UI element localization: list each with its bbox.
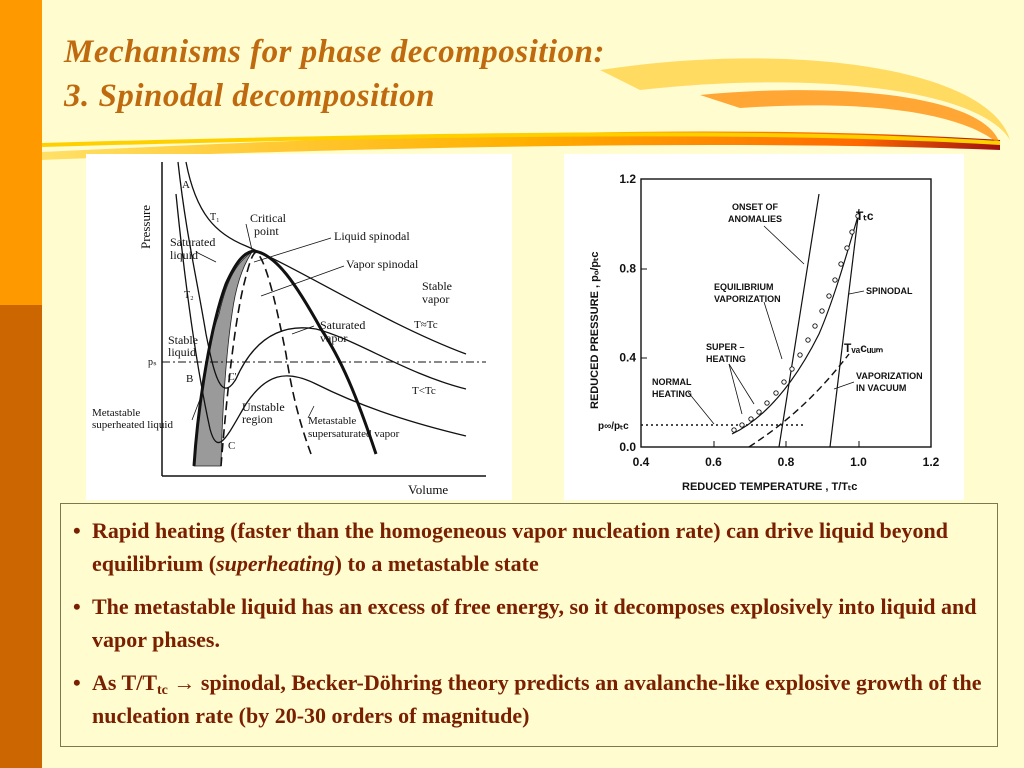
title-line-1: Mechanisms for phase decomposition: xyxy=(64,34,605,70)
x-tick-labels xyxy=(633,455,940,469)
label-meta-supersat-1: Metastable xyxy=(308,415,357,427)
pv-diagram-figure xyxy=(86,154,512,500)
bullet-1-text: Rapid heating (faster than the homogeneous vapor nucleation rate) can drive liquid beyond equilibrium ( xyxy=(92,518,949,576)
label-equilibrium-1: EQUILIBRIUM xyxy=(714,282,774,292)
label-equilibrium-2: VAPORIZATION xyxy=(714,294,781,304)
label-normal-2: HEATING xyxy=(652,389,692,399)
arrow-icon: → xyxy=(167,670,201,695)
label-onset-2: ANOMALIES xyxy=(728,214,782,224)
bullet-dot: • xyxy=(73,670,81,695)
x-tick-label: 0.6 xyxy=(705,455,722,469)
label-super-2: HEATING xyxy=(706,354,746,364)
y-tick-label: 1.2 xyxy=(619,172,636,187)
label-stable-liquid-2: liquid xyxy=(168,345,197,359)
label-t1: T₁ xyxy=(210,212,220,223)
label-unstable-1: Unstable xyxy=(242,400,285,414)
label-super-1: SUPER – xyxy=(706,342,745,352)
label-c: C xyxy=(228,440,236,452)
x-tick-label: 0.4 xyxy=(632,455,650,469)
slide-title xyxy=(64,30,605,118)
label-t-less-tc: T<Tc xyxy=(412,385,436,397)
label-ps: pₛ xyxy=(148,357,157,368)
bullet-2 xyxy=(73,590,987,656)
bullet-1-italic: superheating xyxy=(216,551,335,576)
label-c-prime: C' xyxy=(228,372,237,383)
label-meta-superheated-2: superheated liquid xyxy=(92,419,173,431)
label-vapor-spinodal: Vapor spinodal xyxy=(346,257,419,271)
equilibrium-curve xyxy=(732,216,858,434)
bullet-2-text: The metastable liquid has an excess of free energy, so it decomposes explosively into liquid and vapor phases. xyxy=(92,594,977,652)
label-onset-1: ONSET OF xyxy=(732,202,779,212)
label-stable-vapor-1: Stable xyxy=(422,279,452,293)
y-tick-labels xyxy=(619,172,636,454)
y-tick-label: 0.0 xyxy=(619,440,636,454)
label-meta-supersat-2: supersaturated vapor xyxy=(308,428,400,440)
label-spinodal: SPINODAL xyxy=(866,286,913,296)
pv-x-axis-label: Volume xyxy=(408,482,449,497)
label-sat-liquid-2: liquid xyxy=(170,248,199,262)
label-critical-2: point xyxy=(254,224,279,238)
label-sat-vapor-2: vapor xyxy=(320,331,348,345)
plot-frame xyxy=(641,179,931,447)
bullet-1 xyxy=(73,514,987,580)
x-tick-label: 0.8 xyxy=(777,455,795,469)
x-tick-label: 1.2 xyxy=(922,455,940,469)
label-stable-vapor-2: vapor xyxy=(422,292,450,306)
label-normal-1: NORMAL xyxy=(652,377,692,387)
label-vacuum-1: VAPORIZATION xyxy=(856,371,923,381)
pv-y-axis-label: Pressure xyxy=(138,204,153,249)
bullet-dot: • xyxy=(73,594,81,619)
label-stable-liquid-1: Stable xyxy=(168,333,198,347)
x-tick-label: 1.0 xyxy=(850,455,867,469)
bullet-text-box xyxy=(60,503,998,747)
label-t2: T₂ xyxy=(184,290,194,301)
onset-anomalies-line xyxy=(779,194,819,447)
label-unstable-2: region xyxy=(242,412,273,426)
label-t-approx-tc: T≈Tc xyxy=(414,319,438,331)
reduced-pressure-figure xyxy=(564,154,964,500)
label-ttc: Tₜc xyxy=(856,209,874,223)
label-vacuum-2: IN VACUUM xyxy=(856,383,907,393)
label-critical-1: Critical xyxy=(250,211,286,225)
vacuum-vaporization-curve xyxy=(749,354,849,447)
label-meta-superheated-1: Metastable xyxy=(92,407,141,419)
rp-y-axis-label: REDUCED PRESSURE , pₒ/pₜc xyxy=(589,251,601,409)
bullet-3-text: As T/T xyxy=(92,670,158,695)
label-sat-vapor-1: Saturated xyxy=(320,318,366,332)
label-a: A xyxy=(182,179,190,191)
spinodal-line xyxy=(830,209,859,447)
label-liquid-spinodal: Liquid spinodal xyxy=(334,229,410,243)
y-tick-label: 0.8 xyxy=(619,261,636,276)
label-tvacuum: Tᵥₐcᵤᵤₘ xyxy=(844,341,884,355)
left-accent-bar-bottom xyxy=(0,305,42,768)
label-p-inf: p∞/pₜc xyxy=(598,421,629,432)
y-tick-label: 0.4 xyxy=(619,350,636,365)
bullet-dot: • xyxy=(73,518,81,543)
bullet-1-text-end: ) to a metastable state xyxy=(334,551,539,576)
title-line-2: 3. Spinodal decomposition xyxy=(64,78,435,114)
bullet-3-text-end: spinodal, Becker-Döhring theory predicts an avalanche-like explosive growth of the nucleation rate (by 20-30 orders of magnitude) xyxy=(92,670,982,728)
label-b: B xyxy=(186,373,194,385)
bullet-3-subscript: tc xyxy=(157,683,168,698)
rp-x-axis-label: REDUCED TEMPERATURE , T/Tₜc xyxy=(682,481,858,493)
bullet-3 xyxy=(73,666,987,732)
label-sat-liquid-1: Saturated xyxy=(170,235,216,249)
